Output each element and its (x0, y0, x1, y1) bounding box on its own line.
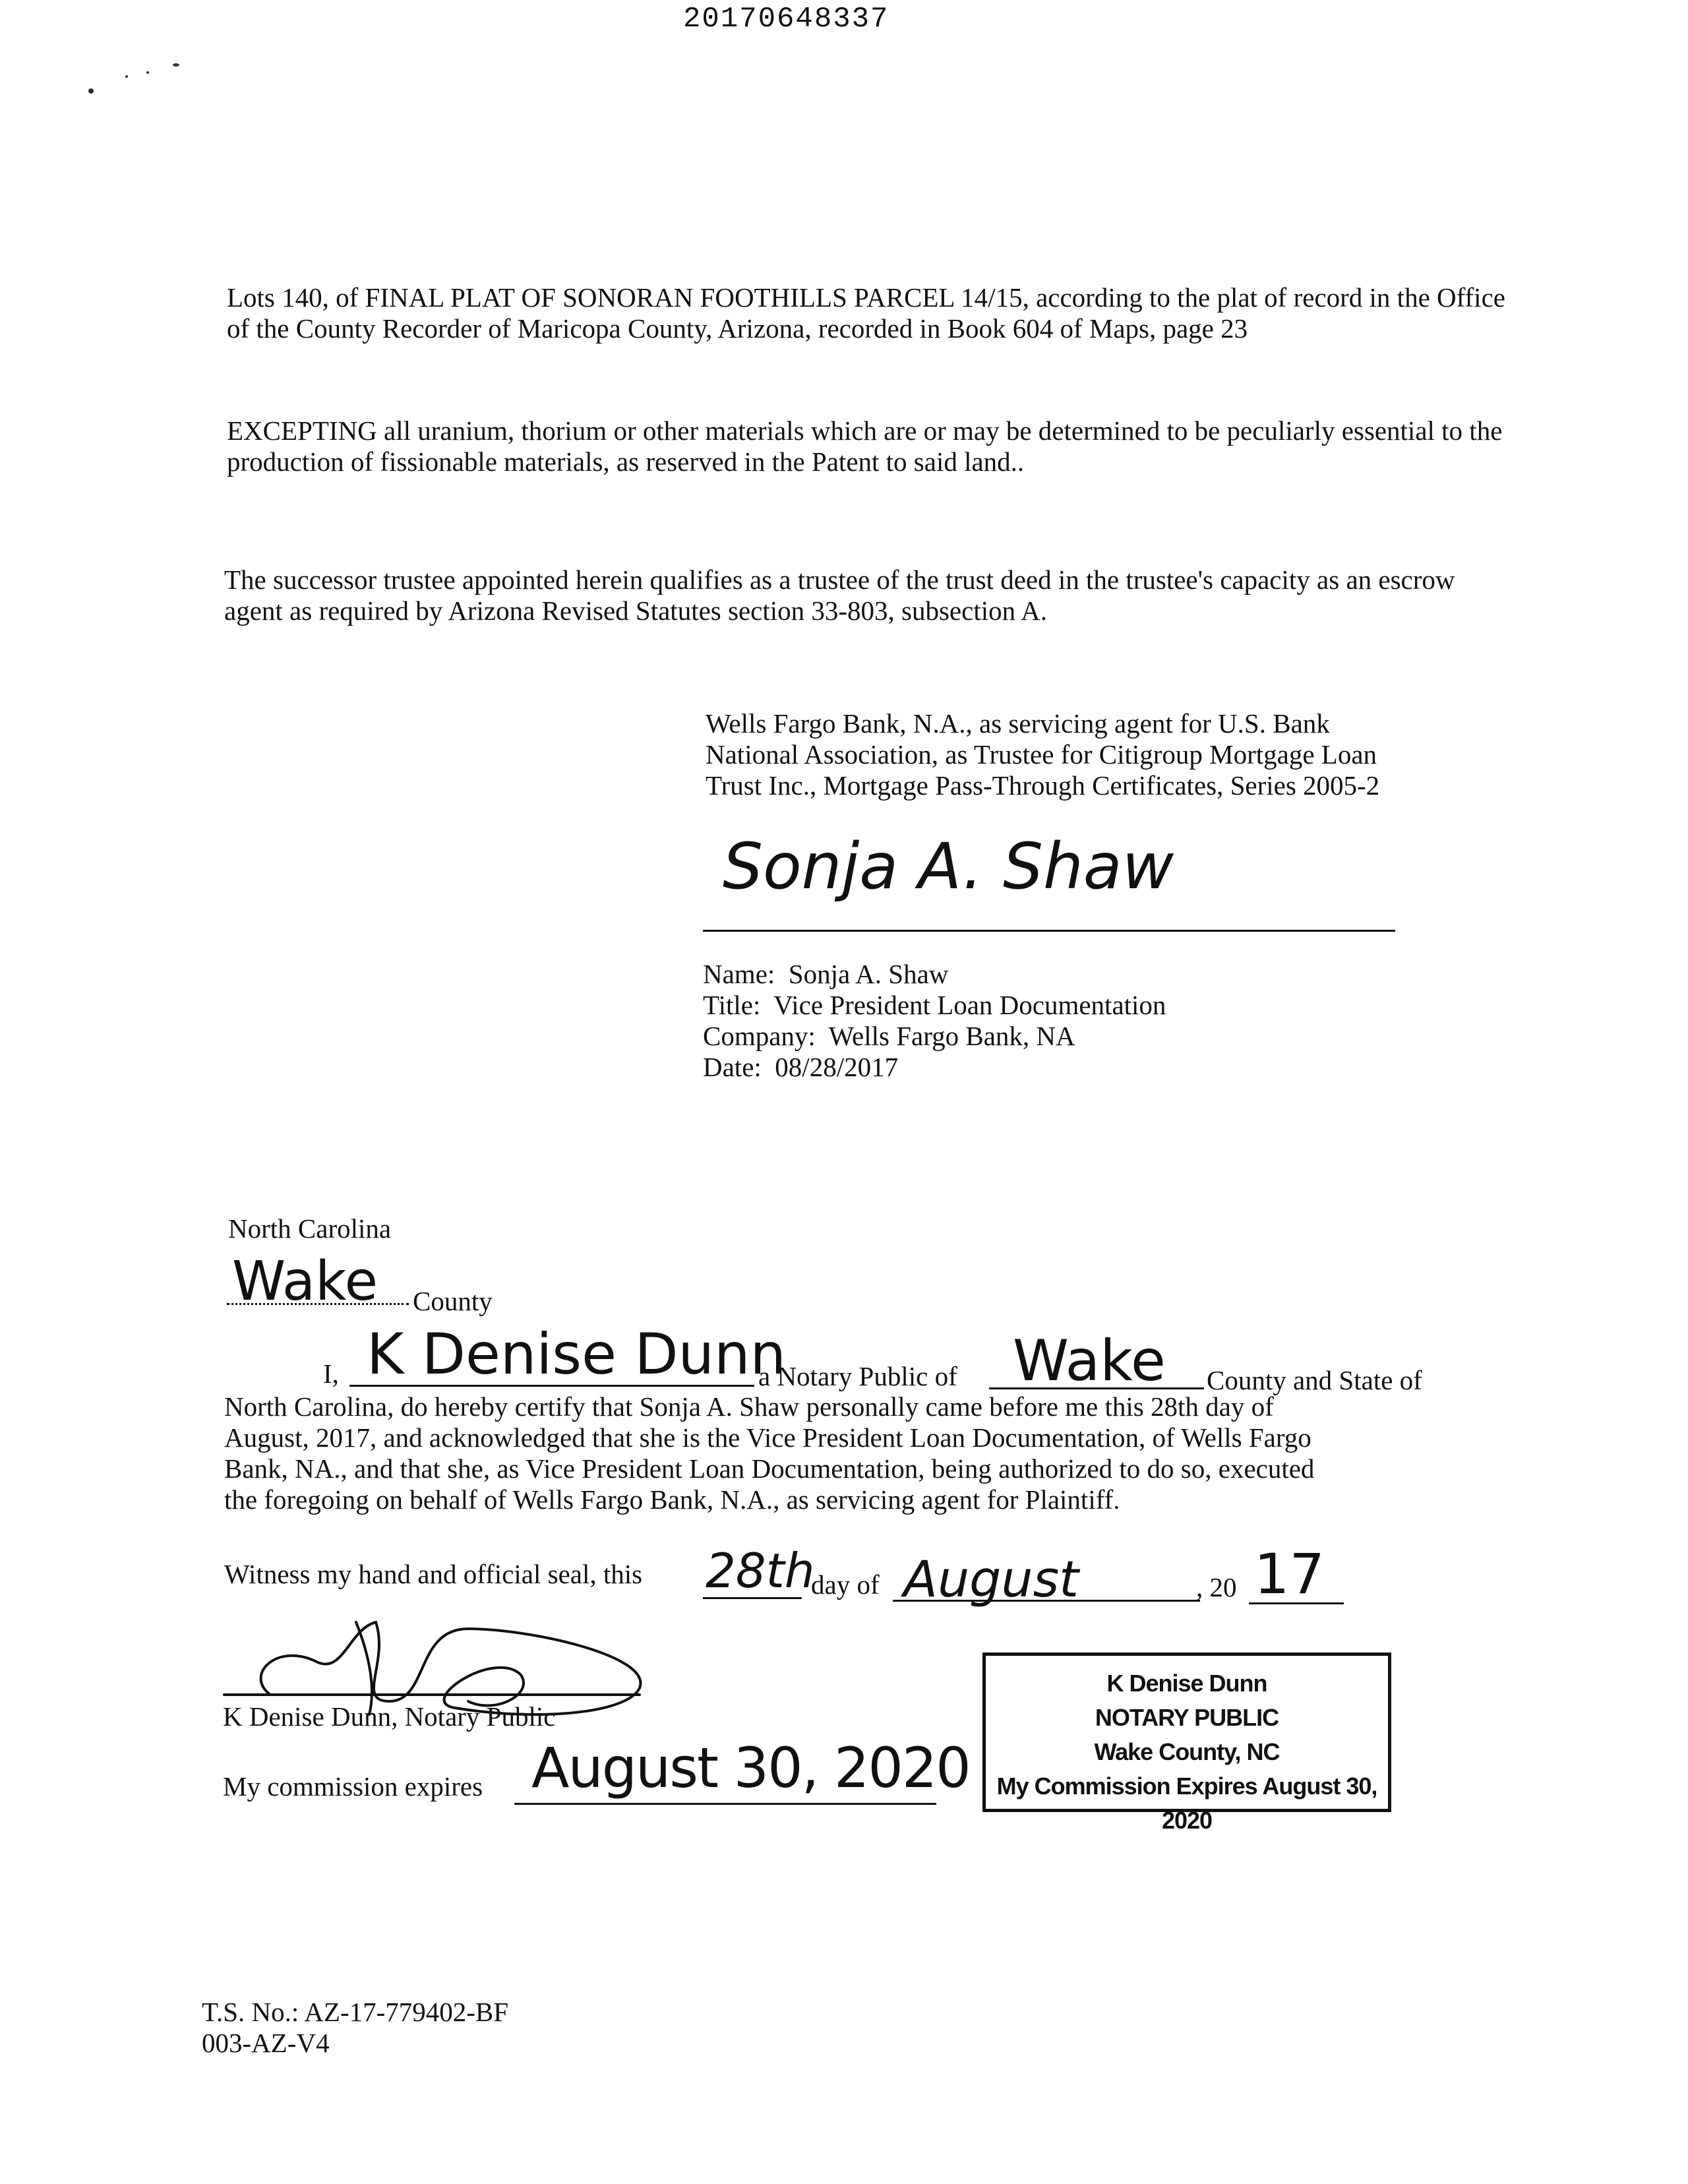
county-label: County (413, 1286, 493, 1316)
notary-stamp (982, 1653, 1391, 1834)
entity-line: Wells Fargo Bank, N.A., as servicing agent for U.S. Bank (706, 708, 1330, 739)
acknowledgment-text (224, 1391, 1477, 1515)
footer-reference (202, 1997, 508, 2059)
company-value: Wells Fargo Bank, NA (828, 1021, 1075, 1051)
day-of-label: day of (811, 1569, 880, 1600)
stamp-line: NOTARY PUBLIC (1095, 1704, 1279, 1731)
notary-name-handwritten: K Denise Dunn (367, 1321, 787, 1387)
scan-speck (146, 71, 149, 74)
lot-description-paragraph: Lots 140, of FINAL PLAT OF SONORAN FOOTHILLS PARCEL 14/15, according to the plat of record in the Office of the County Recorder of Maricopa County, Arizona, recorded in Book 604 of Maps, page 23 (227, 282, 1505, 344)
stamp-line: K Denise Dunn (1106, 1670, 1267, 1697)
scan-speck (88, 88, 94, 94)
commission-handwritten: August 30, 2020 (531, 1736, 970, 1800)
witness-day-handwritten: 28th (706, 1543, 815, 1598)
signature-sonja-shaw: Sonja A. Shaw (723, 830, 1174, 903)
entity-line: Trust Inc., Mortgage Pass-Through Certificates, Series 2005-2 (706, 770, 1380, 801)
entity-line: National Association, as Trustee for Citigroup Mortgage Loan (706, 739, 1377, 770)
company-label: Company: (703, 1021, 816, 1051)
stamp-line: My Commission Expires August 30, 2020 (996, 1773, 1377, 1834)
signature-line (703, 930, 1395, 932)
notary-public-of-label: a Notary Public of (758, 1361, 957, 1391)
witness-label: Witness my hand and official seal, this (224, 1559, 643, 1589)
acknowledgment-line: August, 2017, and acknowledged that she is the Vice President Loan Documentation, of Wells Fargo (224, 1422, 1311, 1453)
name-value: Sonja A. Shaw (788, 959, 949, 989)
successor-trustee-paragraph: The successor trustee appointed herein qualifies as a trustee of the trust deed in the trustee's capacity as an escrow agent as required by Arizona Revised Statutes section 33-803, subsection A. (224, 564, 1455, 626)
scan-speck (125, 75, 128, 78)
notary-printed-name: K Denise Dunn, Notary Public (223, 1701, 556, 1732)
title-label: Title: (703, 990, 761, 1020)
ts-number: T.S. No.: AZ-17-779402-BF (202, 1997, 509, 2027)
commission-label: My commission expires (223, 1771, 483, 1802)
commission-blank (514, 1803, 936, 1805)
signatory-details (703, 959, 1494, 1083)
year-handwritten: 17 (1254, 1542, 1325, 1606)
county-handwritten: Wake (232, 1250, 378, 1313)
document-number: 20170648337 (683, 3, 889, 36)
witness-month-handwritten: August (903, 1550, 1079, 1608)
acknowledgment-line: North Carolina, do hereby certify that Sonja A. Shaw personally came before me this 28th day of (224, 1391, 1274, 1422)
form-code: 003-AZ-V4 (202, 2028, 330, 2058)
year-prefix-label: , 20 (1196, 1572, 1237, 1602)
county-and-state-label: County and State of (1207, 1365, 1422, 1395)
signatory-entity (706, 708, 1497, 801)
notary-state: North Carolina (228, 1213, 392, 1244)
date-label: Date: (703, 1052, 762, 1082)
county-handwritten-2: Wake (1013, 1328, 1166, 1394)
title-value: Vice President Loan Documentation (773, 990, 1166, 1020)
stamp-line: Wake County, NC (1094, 1738, 1280, 1765)
name-label: Name: (703, 959, 775, 989)
notary-i-label: I, (323, 1358, 339, 1389)
date-value: 08/28/2017 (775, 1052, 899, 1082)
acknowledgment-line: Bank, NA., and that she, as Vice President Loan Documentation, being authorized to do so, executed (224, 1453, 1315, 1484)
excepting-paragraph: EXCEPTING all uranium, thorium or other materials which are or may be determined to be peculiarly essential to the production of fissionable materials, as reserved in the Patent to said land.. (227, 415, 1503, 477)
scan-speck (173, 63, 179, 67)
acknowledgment-line: the foregoing on behalf of Wells Fargo Bank, N.A., as servicing agent for Plaintiff. (224, 1484, 1120, 1515)
